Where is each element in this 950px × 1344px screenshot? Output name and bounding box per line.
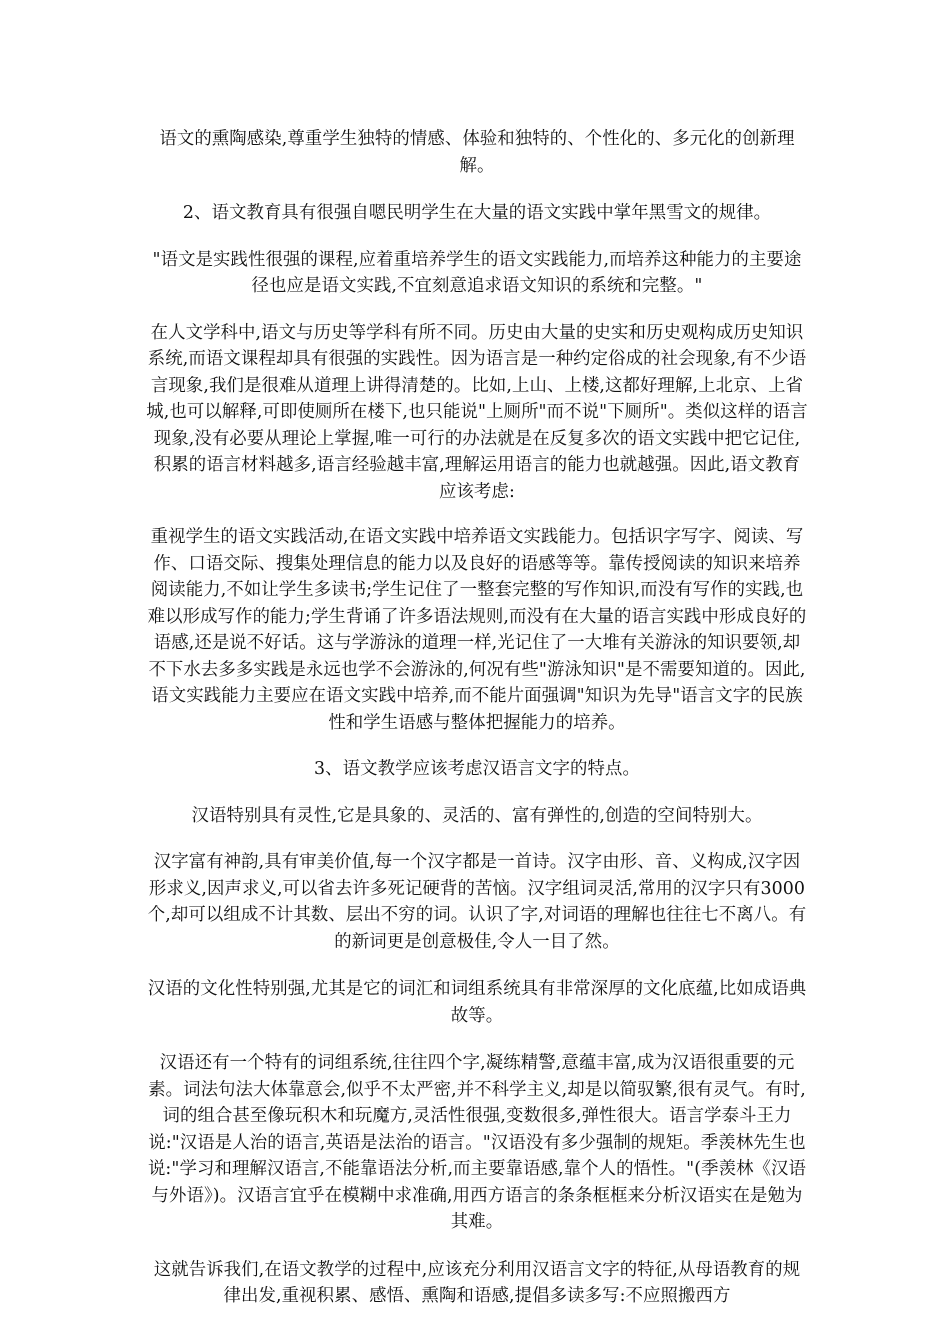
paragraph-7: 汉语特别具有灵性,它是具象的、灵活的、富有弹性的,创造的空间特别大。 [191, 805, 763, 826]
paragraph-10: 汉语还有一个特有的词组系统,往往四个字,凝练精警,意蕴丰富,成为汉语很重要的元素。词法句法大体靠意会,似乎不太严密,并不科学主义,却是以简驭繁,很有灵气。有时,词的组合甚至像玩积木和玩魔方,灵活性很强,变数很多,弹性很大。语言学泰斗王力说:"汉语是人治的语言,英语是法治的语言。"汉语没有多少强制的规矩。季羡林先生也说:"学习和理解汉语言,不能靠语法分析,而主要靠语感,靠个人的悟性。"(季羡林《汉语与外语》)。汉语言宜乎在模糊中求准确,用西方语言的条条框框来分析汉语实在是勉为其难。 [147, 1053, 807, 1232]
paragraph-8: 汉字富有神韵,具有审美价值,每一个汉字都是一首诗。汉字由形、音、义构成,汉字因形求义,因声求义,可以省去许多死记硬背的苦恼。汉字组词灵活,常用的汉字只有3000个,却可以组成不计其数、层出不穷的词。认识了字,对词语的理解也往往七不离八。有的新词更是创意极佳,令人一目了然。 [147, 852, 807, 952]
paragraph-6-heading: 3、语文教学应该考虑汉语言文字的特点。 [314, 759, 640, 779]
paragraph-4: 在人文学科中,语文与历史等学科有所不同。历史由大量的史实和历史观构成历史知识系统,而语文课程却具有很强的实践性。因为语言是一种约定俗成的社会现象,有不少语言现象,我们是很难从道理上讲得清楚的。比如,上山、上楼,这都好理解,上北京、上省城,也可以解释,可即使厕所在楼下,也只能说"上厕所"而不说"下厕所"。类似这样的语言现象,没有必要从理论上掌握,唯一可行的办法就是在反复多次的语文实践中把它记住,积累的语言材料越多,语言经验越丰富,理解运用语言的能力也就越强。因此,语文教育应该考虑: [146, 322, 808, 502]
document-page [145, 118, 809, 1310]
paragraph-9: 汉语的文化性特别强,尤其是它的词汇和词组系统具有非常深厚的文化底蕴,比如成语典故等。 [147, 979, 807, 1026]
paragraph-1: 语文的熏陶感染,尊重学生独特的情感、体验和独特的、个性化的、多元化的创新理解。 [159, 129, 795, 176]
paragraph-3-quote: "语文是实践性很强的课程,应着重培养学生的语文实践能力,而培养这种能力的主要途径也应是语文实践,不宜刻意追求语文知识的系统和完整。" [152, 249, 802, 296]
paragraph-2-heading: 2、语文教育具有很强自嗯民明学生在大量的语文实践中掌年黑雪文的规律。 [182, 203, 772, 223]
paragraph-11: 这就告诉我们,在语文教学的过程中,应该充分利用汉语言文字的特征,从母语教育的规律出发,重视积累、感悟、熏陶和语感,提倡多读多写:不应照搬西方 [153, 1259, 801, 1306]
paragraph-5: 重视学生的语文实践活动,在语文实践中培养语文实践能力。包括识字写字、阅读、写作、口语交际、搜集处理信息的能力以及良好的语感等等。靠传授阅读的知识来培养阅读能力,不如让学生多读书;学生记住了一整套完整的写作知识,而没有写作的实践,也难以形成写作的能力;学生背诵了许多语法规则,而没有在大量的语言实践中形成良好的语感,还是说不好话。这与学游泳的道理一样,光记住了一大堆有关游泳的知识要领,却不下水去多多实践是永远也学不会游泳的,何况有些"游泳知识"是不需要知道的。因此,语文实践能力主要应在语文实践中培养,而不能片面强调"知识为先导"语言文字的民族性和学生语感与整体把握能力的培养。 [147, 527, 807, 733]
